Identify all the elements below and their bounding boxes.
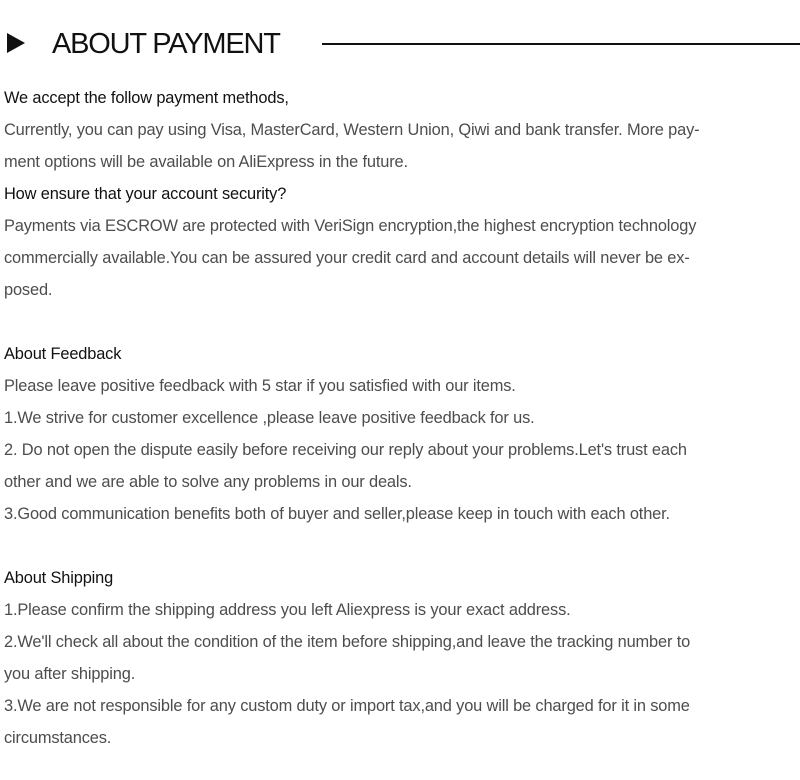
paragraph-line: Payments via ESCROW are protected with VeriSign encryption,the highest encryption technology: [4, 217, 697, 235]
shipping-section: [4, 562, 794, 754]
paragraph-line: other and we are able to solve any problems in our deals.: [4, 473, 412, 491]
play-arrow-icon: [7, 33, 25, 53]
payment-methods-heading: We accept the follow payment methods,: [4, 89, 289, 107]
section-spacer: [4, 530, 794, 562]
paragraph-line: circumstances.: [4, 729, 112, 747]
paragraph-line: posed.: [4, 281, 53, 299]
paragraph-line: ment options will be available on AliExpress in the future.: [4, 153, 408, 171]
security-heading: How ensure that your account security?: [4, 185, 287, 203]
paragraph-line: 3.We are not responsible for any custom duty or import tax,and you will be charged for it in some: [4, 697, 690, 715]
paragraph-line: 2. Do not open the dispute easily before receiving our reply about your problems.Let's trust each: [4, 441, 687, 459]
feedback-section: [4, 338, 794, 530]
section-spacer: [4, 306, 794, 338]
section-header: [0, 22, 800, 66]
policy-text: [4, 82, 794, 754]
feedback-heading: About Feedback: [4, 345, 122, 363]
paragraph-line: commercially available.You can be assured your credit card and account details will never be ex-: [4, 249, 690, 267]
paragraph-line: 1.We strive for customer excellence ,please leave positive feedback for us.: [4, 409, 535, 427]
paragraph-line: 1.Please confirm the shipping address you left Aliexpress is your exact address.: [4, 601, 571, 619]
paragraph-line: 2.We'll check all about the condition of the item before shipping,and leave the tracking number to: [4, 633, 691, 651]
header-divider: [322, 43, 800, 45]
page-title: ABOUT PAYMENT: [52, 28, 280, 60]
payment-section: [4, 82, 794, 306]
paragraph-line: you after shipping.: [4, 665, 136, 683]
paragraph-line: Please leave positive feedback with 5 star if you satisfied with our items.: [4, 377, 516, 395]
paragraph-line: Currently, you can pay using Visa, MasterCard, Western Union, Qiwi and bank transfer. More pay-: [4, 121, 700, 139]
shipping-heading: About Shipping: [4, 569, 114, 587]
paragraph-line: 3.Good communication benefits both of buyer and seller,please keep in touch with each other.: [4, 505, 670, 523]
